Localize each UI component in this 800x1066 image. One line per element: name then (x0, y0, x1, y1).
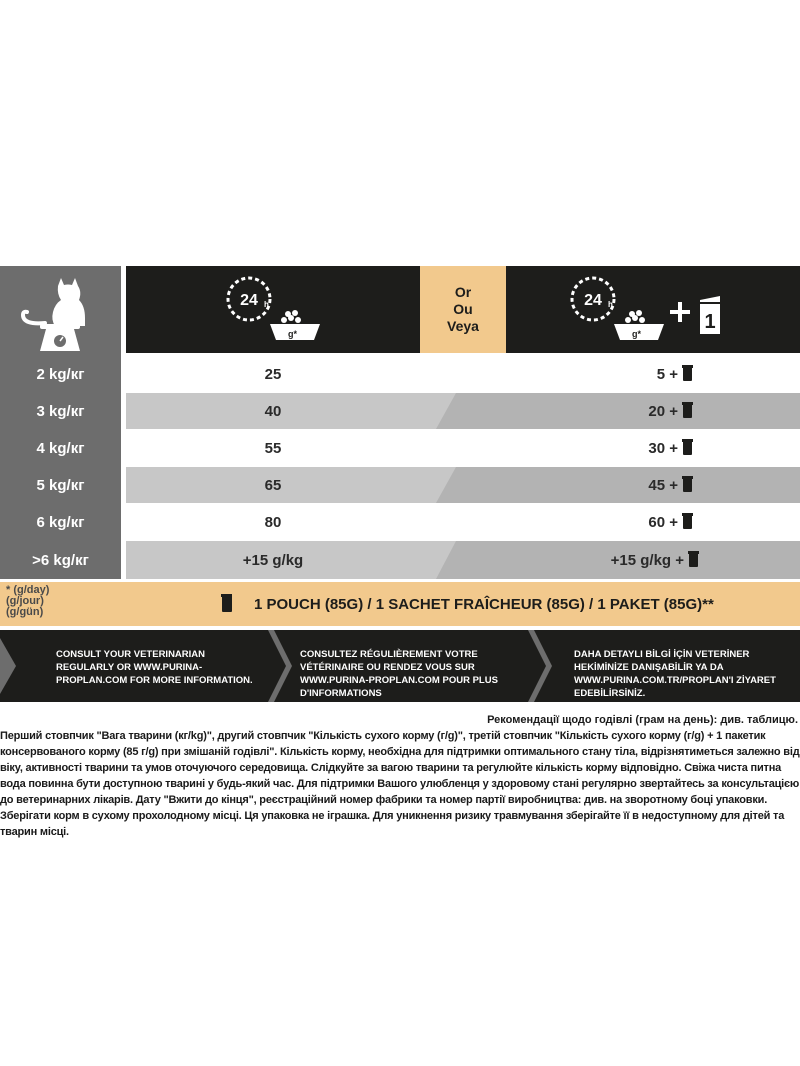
table-row (126, 504, 800, 540)
dry-amount: 55 (264, 439, 282, 457)
svg-text:h: h (608, 300, 613, 309)
pouch-icon (689, 553, 698, 567)
dry-amount: +15 g/kg (242, 551, 304, 569)
svg-text:g*: g* (288, 329, 297, 339)
mixed-amount: 60 + (480, 504, 800, 540)
weight-2kg: 2 kg/кг (36, 365, 85, 383)
units-note: * (g/day) (g/jour) (g/gün) (6, 584, 50, 618)
table-row (126, 467, 800, 503)
table-row (126, 430, 800, 466)
pouch-icon (683, 478, 692, 492)
info-band (0, 630, 800, 702)
mixed-food-icon (506, 266, 800, 353)
table-row (126, 541, 800, 579)
info-text-en: CONSULT YOUR VETERINARIAN REGULARLY OR WWW.PURINA-PROPLAN.COM FOR MORE INFORMATION. (56, 649, 253, 686)
header-mixed-food (506, 266, 800, 353)
pouch-footnote-text: 1 POUCH (85G) / 1 SACHET FRAÎCHEUR (85G) / 1 PAKET (85G)** (254, 595, 714, 613)
ukrainian-text (0, 712, 800, 840)
weight-5kg: 5 kg/кг (36, 476, 85, 494)
svg-text:1: 1 (704, 311, 716, 333)
mixed-amount: 20 + (480, 393, 800, 429)
or-fr: Ou (453, 301, 473, 317)
mixed-amount: 45 + (480, 467, 800, 503)
dry-food-bowl-icon (126, 266, 420, 353)
svg-text:24: 24 (584, 292, 602, 309)
pouch-icon (683, 367, 692, 381)
or-tr: Veya (447, 318, 479, 334)
dry-amount: 65 (264, 476, 282, 494)
svg-text:g*: g* (632, 329, 641, 339)
info-text-fr: CONSULTEZ RÉGULIÈREMENT VOTRE VÉTÉRINAIRE OU RENDEZ VOUS SUR WWW.PURINA-PROPLAN.COM POUR PLUS D'INFORMATIONS (300, 649, 498, 699)
dry-amount: 40 (264, 402, 282, 420)
weight-over-6kg: >6 kg/кг (32, 551, 89, 569)
info-text-tr: DAHA DETAYLI BİLGİ İÇİN VETERİNER HEKİMİNİZE DANIŞABİLİR YA DA WWW.PURINA.COM.TR/PROPLAN'I ZİYARET EDEBİLİRSİNİZ. (574, 649, 776, 699)
dry-amount: 80 (264, 513, 282, 531)
weight-4kg: 4 kg/кг (36, 439, 85, 457)
pouch-icon (683, 441, 692, 455)
pouch-icon (683, 404, 692, 418)
mixed-amount: 5 + (480, 356, 800, 392)
pouch-icon (222, 596, 232, 612)
pouch-icon (683, 515, 692, 529)
svg-text:24: 24 (240, 292, 258, 309)
weight-3kg: 3 kg/кг (36, 402, 85, 420)
table-row (126, 393, 800, 429)
pouch-footnote (222, 582, 714, 626)
ukrainian-heading: Рекомендації щодо годівлі (грам на день): див. таблицю. (487, 714, 798, 726)
svg-text:h: h (264, 300, 269, 309)
ukrainian-body: Перший стовпчик "Вага тварини (кг/kg)", другий стовпчик "Кількість сухого корму (г/g)", третій стовпчик "Кількість сухого корму (г/g) + 1 пакетик консервованого корму (85 г/g) при змішаній годівлі". Кількість корму, необхідна для підтримки оптимального стану тіла, відрізнятиметься залежно від віку, активності тварини та умов оточуючого середовища. Слідкуйте за вагою тварини та регулюйте кількість корму відповідно. Свіжа чиста питна вода повинна бути доступною тварині у будь-який час. Для підтримки Вашого улюбленця у здоровому стані регулярно звертайтесь за консультацією до ветеринарних лікарів. Дату "Вжити до кінця", реєстраційний номер фабрики та номер партії виробництва: див. на зворотному боці упаковки. Зберігати корм в сухому прохолодному місці. Ця упаковка не іграшка. Для уникнення ризику травмування зберігайте її в недоступному для дітей та тварин місці. (0, 730, 800, 838)
dry-amount: 25 (264, 365, 282, 383)
or-en: Or (454, 284, 472, 300)
mixed-amount: 30 + (480, 430, 800, 466)
table-row (126, 356, 800, 392)
cat-on-scale-icon (0, 266, 121, 353)
header-dry-food (126, 266, 420, 353)
weight-6kg: 6 kg/кг (36, 513, 85, 531)
mixed-amount: +15 g/kg + (480, 541, 800, 579)
weight-column (0, 266, 121, 579)
header-or-divider (420, 266, 506, 353)
